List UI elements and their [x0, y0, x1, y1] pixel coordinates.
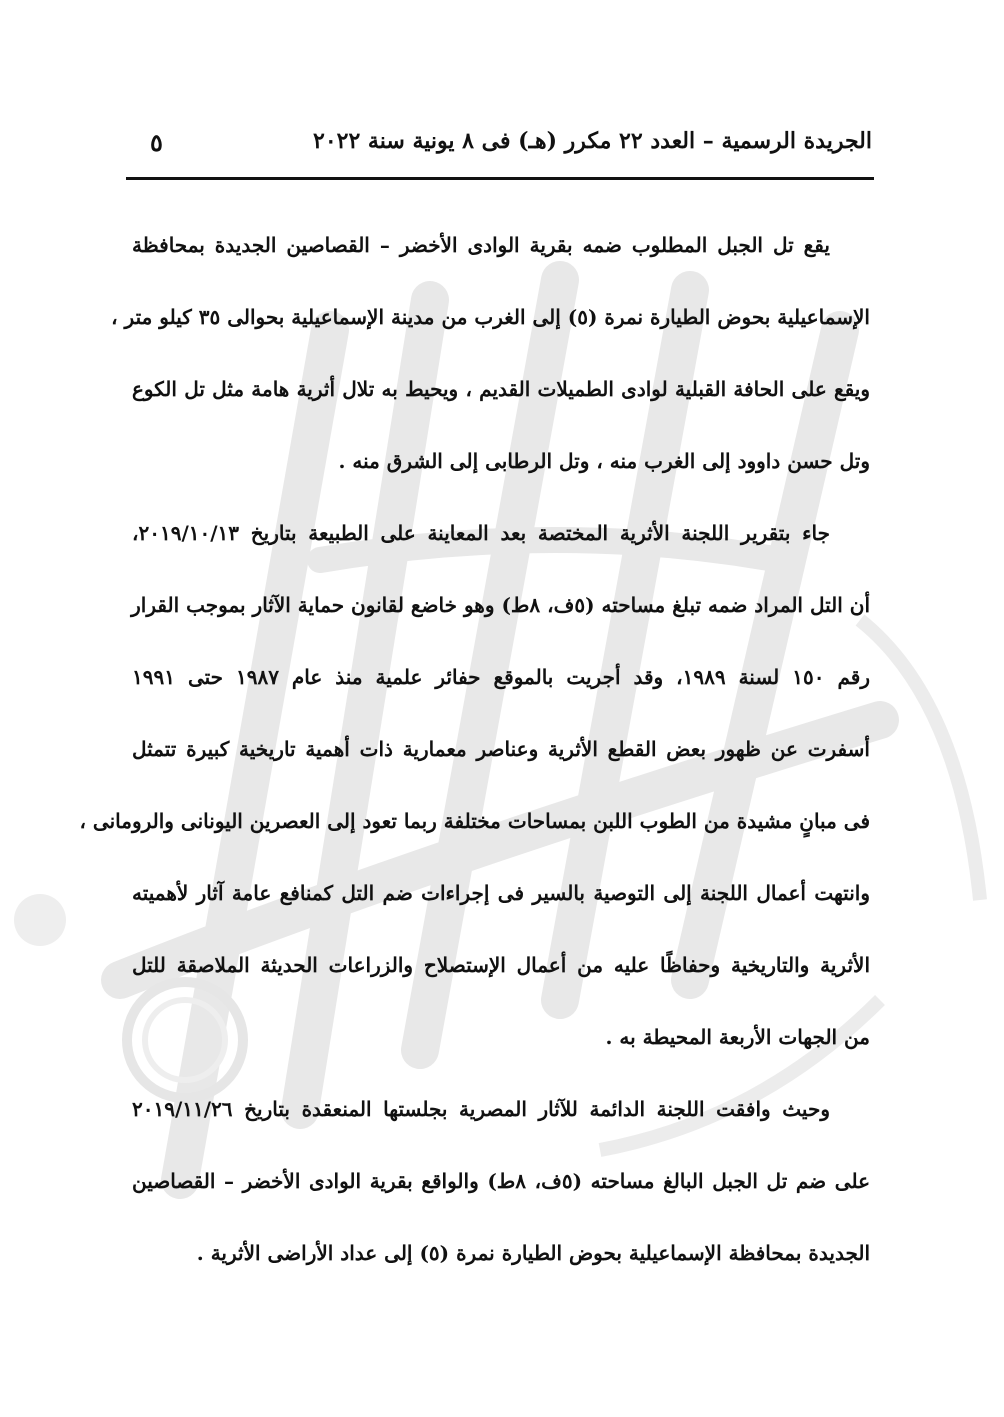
text-line: من الجهات الأربعة المحيطة به .: [605, 1025, 870, 1049]
text-line: الجديدة بمحافظة الإسماعيلية بحوض الطيارة نمرة (٥) إلى عداد الأراضى الأثرية .: [196, 1241, 870, 1265]
header-divider: [126, 177, 874, 180]
text-line: وتل حسن داوود إلى الغرب منه ، وتل الرطابى إلى الشرق منه .: [338, 449, 870, 473]
text-line: الإسماعيلية بحوض الطيارة نمرة (٥) إلى الغرب من مدينة الإسماعيلية بحوالى ٣٥ كيلو متر ،: [111, 305, 870, 329]
paragraph-location: [111, 222, 870, 510]
text-line: رقم ١٥٠ لسنة ١٩٨٩، وقد أجريت بالموقع حفائر علمية منذ عام ١٩٨٧ حتى ١٩٩١: [132, 665, 870, 689]
text-line: على ضم تل الجبل البالغ مساحته (٥ف، ٨ط) والواقع بقرية الوادى الأخضر – القصاصين: [132, 1169, 871, 1193]
text-line: أسفرت عن ظهور بعض القطع الأثرية وعناصر معمارية ذات أهمية تاريخية كبيرة تتمثل: [132, 737, 870, 761]
text-line: يقع تل الجبل المطلوب ضمه بقرية الوادى الأخضر – القصاصين الجديدة بمحافظة: [132, 233, 830, 257]
page-number: ٥: [150, 128, 163, 157]
text-line: الأثرية والتاريخية وحفاظًا عليه من أعمال الإستصلاح والزراعات الحديثة الملاصقة للتل: [132, 953, 870, 977]
text-line: فى مبانٍ مشيدة من الطوب اللبن بمساحات مختلفة ربما تعود إلى العصرين اليونانى والرومانى ،: [79, 809, 870, 833]
text-line: ويقع على الحافة القبلية لوادى الطميلات القديم ، ويحيط به تلال أثرية هامة مثل تل الكوع: [132, 377, 870, 401]
text-line: وانتهت أعمال اللجنة إلى التوصية بالسير فى إجراءات ضم التل كمنافع عامة آثار لأهميته: [132, 881, 870, 905]
text-line: جاء بتقرير اللجنة الأثرية المختصة بعد المعاينة على الطبيعة بتاريخ ٢٠١٩/١٠/١٣،: [132, 521, 830, 545]
document-body: [79, 222, 871, 1302]
page-header: [150, 118, 872, 168]
gazette-header-title: الجريدة الرسمية – العدد ٢٢ مكرر (هـ) فى ٨ يونية سنة ٢٠٢٢: [313, 128, 872, 154]
text-line: وحيث وافقت اللجنة الدائمة للآثار المصرية بجلستها المنعقدة بتاريخ ٢٠١٩/١١/٢٦: [132, 1097, 830, 1121]
paragraph-approval: [132, 1086, 870, 1302]
paragraph-committee-report: [79, 510, 870, 1086]
text-line: أن التل المراد ضمه تبلغ مساحته (٥ف، ٨ط) وهو خاضع لقانون حماية الآثار بموجب القرار: [131, 593, 870, 617]
